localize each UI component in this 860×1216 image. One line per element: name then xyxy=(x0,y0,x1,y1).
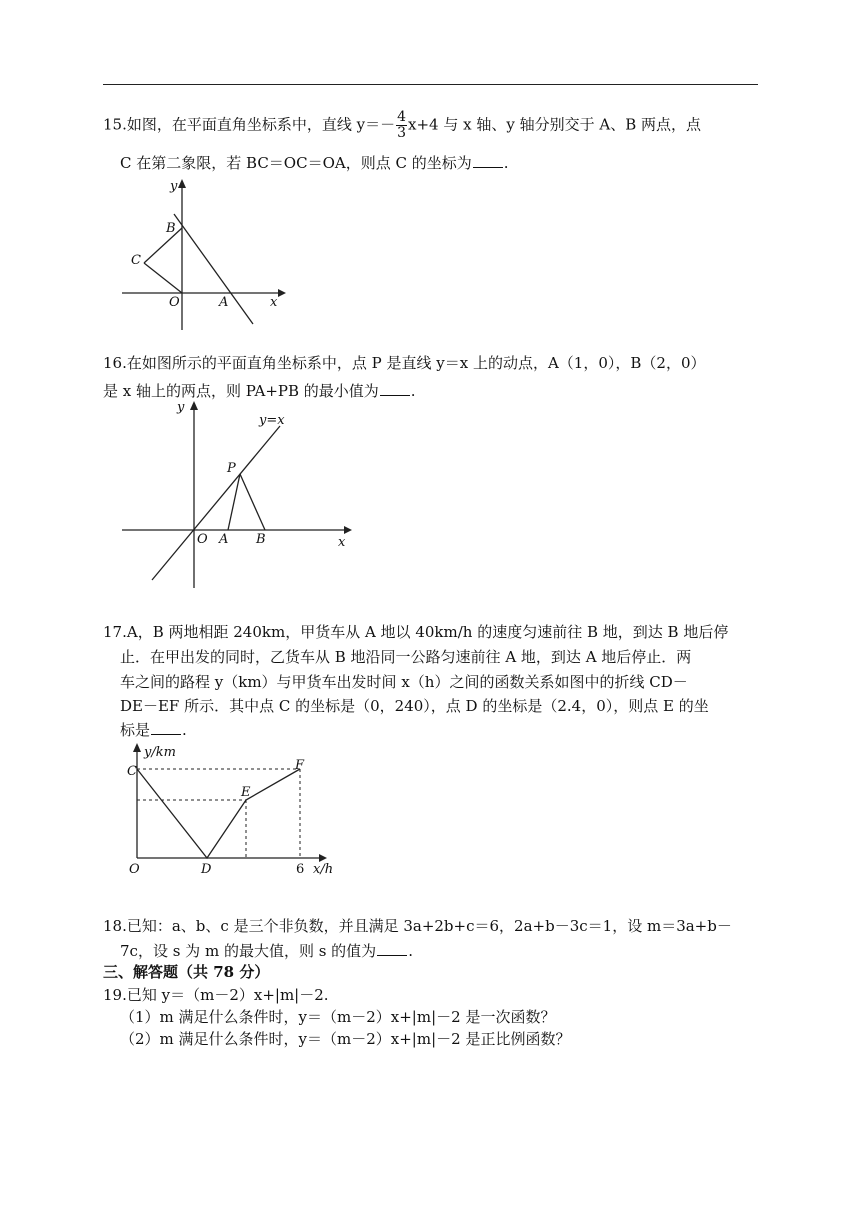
label-a: A xyxy=(219,532,229,547)
answer-blank xyxy=(380,379,410,396)
header-rule xyxy=(103,84,758,85)
q17-line2: 止．在甲出发的同时，乙货车从 B 地沿同一公路匀速前往 A 地，到达 A 地后停止．两 xyxy=(120,648,692,666)
answer-blank xyxy=(473,151,503,168)
q17-line4: DE－EF 所示．其中点 C 的坐标是（0，240），点 D 的坐标是（2.4，0），则点 E 的坐 xyxy=(120,697,709,715)
q19-stem: 19.已知 y＝（m－2）x+|m|－2. xyxy=(103,986,329,1004)
label-b: B xyxy=(256,532,266,547)
label-y: y xyxy=(170,179,178,194)
q16-line1: 16.在如图所示的平面直角坐标系中，点 P 是直线 y＝x 上的动点，A（1，0），B（2，0） xyxy=(103,354,706,372)
line-ab xyxy=(174,214,253,324)
label-b: B xyxy=(166,221,176,236)
polyline-cdef xyxy=(137,769,300,858)
y-axis-arrow xyxy=(178,179,186,188)
label-a: A xyxy=(219,295,229,310)
q15-figure xyxy=(118,176,288,336)
label-c: C xyxy=(127,764,137,779)
segment-pa xyxy=(228,474,240,530)
label-line: y=x xyxy=(259,413,285,428)
x-axis-arrow xyxy=(344,526,352,534)
q19-part2: （2）m 满足什么条件时，y＝（m－2）x+|m|－2 是正比例函数？ xyxy=(120,1030,571,1048)
label-y: y/km xyxy=(144,745,176,760)
label-e: E xyxy=(241,785,251,800)
q15-line1: 15.如图，在平面直角坐标系中，直线 y＝－ $\frac{4}{3}$ x+4 与 x 轴、y 轴分别交于 A、B 两点，点 xyxy=(103,109,702,141)
answer-blank xyxy=(151,718,181,735)
label-o: O xyxy=(169,295,180,310)
q15-line2: C 在第二象限，若 BC＝OC＝OA，则点 C 的坐标为 . xyxy=(120,151,509,174)
label-x: x xyxy=(270,295,278,310)
q16-line2: 是 x 轴上的两点，则 PA+PB 的最小值为 . xyxy=(103,379,416,402)
label-y: y xyxy=(177,400,185,415)
section-title: 三、解答题（共 78 分） xyxy=(103,963,270,981)
label-o: O xyxy=(129,862,140,877)
label-p: P xyxy=(227,461,236,476)
segment-pb xyxy=(240,474,265,530)
segment-oc xyxy=(144,263,182,293)
q17-figure xyxy=(125,740,345,880)
x-axis-arrow xyxy=(319,854,327,862)
segment-bc xyxy=(144,228,182,263)
y-axis-arrow xyxy=(190,401,198,410)
y-axis-arrow xyxy=(133,743,141,752)
fraction: $\frac{4}{3}$ xyxy=(397,109,407,141)
x-axis-arrow xyxy=(278,289,286,297)
q17-line1: 17.A，B 两地相距 240km，甲货车从 A 地以 40km/h 的速度匀速前往 B 地，到达 B 地后停 xyxy=(103,623,729,641)
label-x: x xyxy=(338,535,346,550)
label-six: 6 xyxy=(296,862,305,877)
q18-line2: 7c，设 s 为 m 的最大值，则 s 的值为 . xyxy=(120,939,413,962)
q17-line3: 车之间的路程 y（km）与甲货车出发时间 x（h）之间的函数关系如图中的折线 CD－ xyxy=(120,673,688,691)
answer-blank xyxy=(377,939,407,956)
q17-line5: 标是 . xyxy=(120,718,187,741)
q19-part1: （1）m 满足什么条件时，y＝（m－2）x+|m|－2 是一次函数？ xyxy=(120,1008,556,1026)
q18-line1: 18.已知：a、b、c 是三个非负数，并且满足 3a+2b+c＝6，2a+b－3c＝1，设 m＝3a+b－ xyxy=(103,917,732,935)
label-x: x/h xyxy=(313,862,334,877)
label-o: O xyxy=(197,532,208,547)
label-d: D xyxy=(201,862,212,877)
line-y-equals-x xyxy=(152,426,280,580)
q16-figure xyxy=(118,398,358,588)
label-c: C xyxy=(131,253,141,268)
label-f: F xyxy=(295,758,305,773)
